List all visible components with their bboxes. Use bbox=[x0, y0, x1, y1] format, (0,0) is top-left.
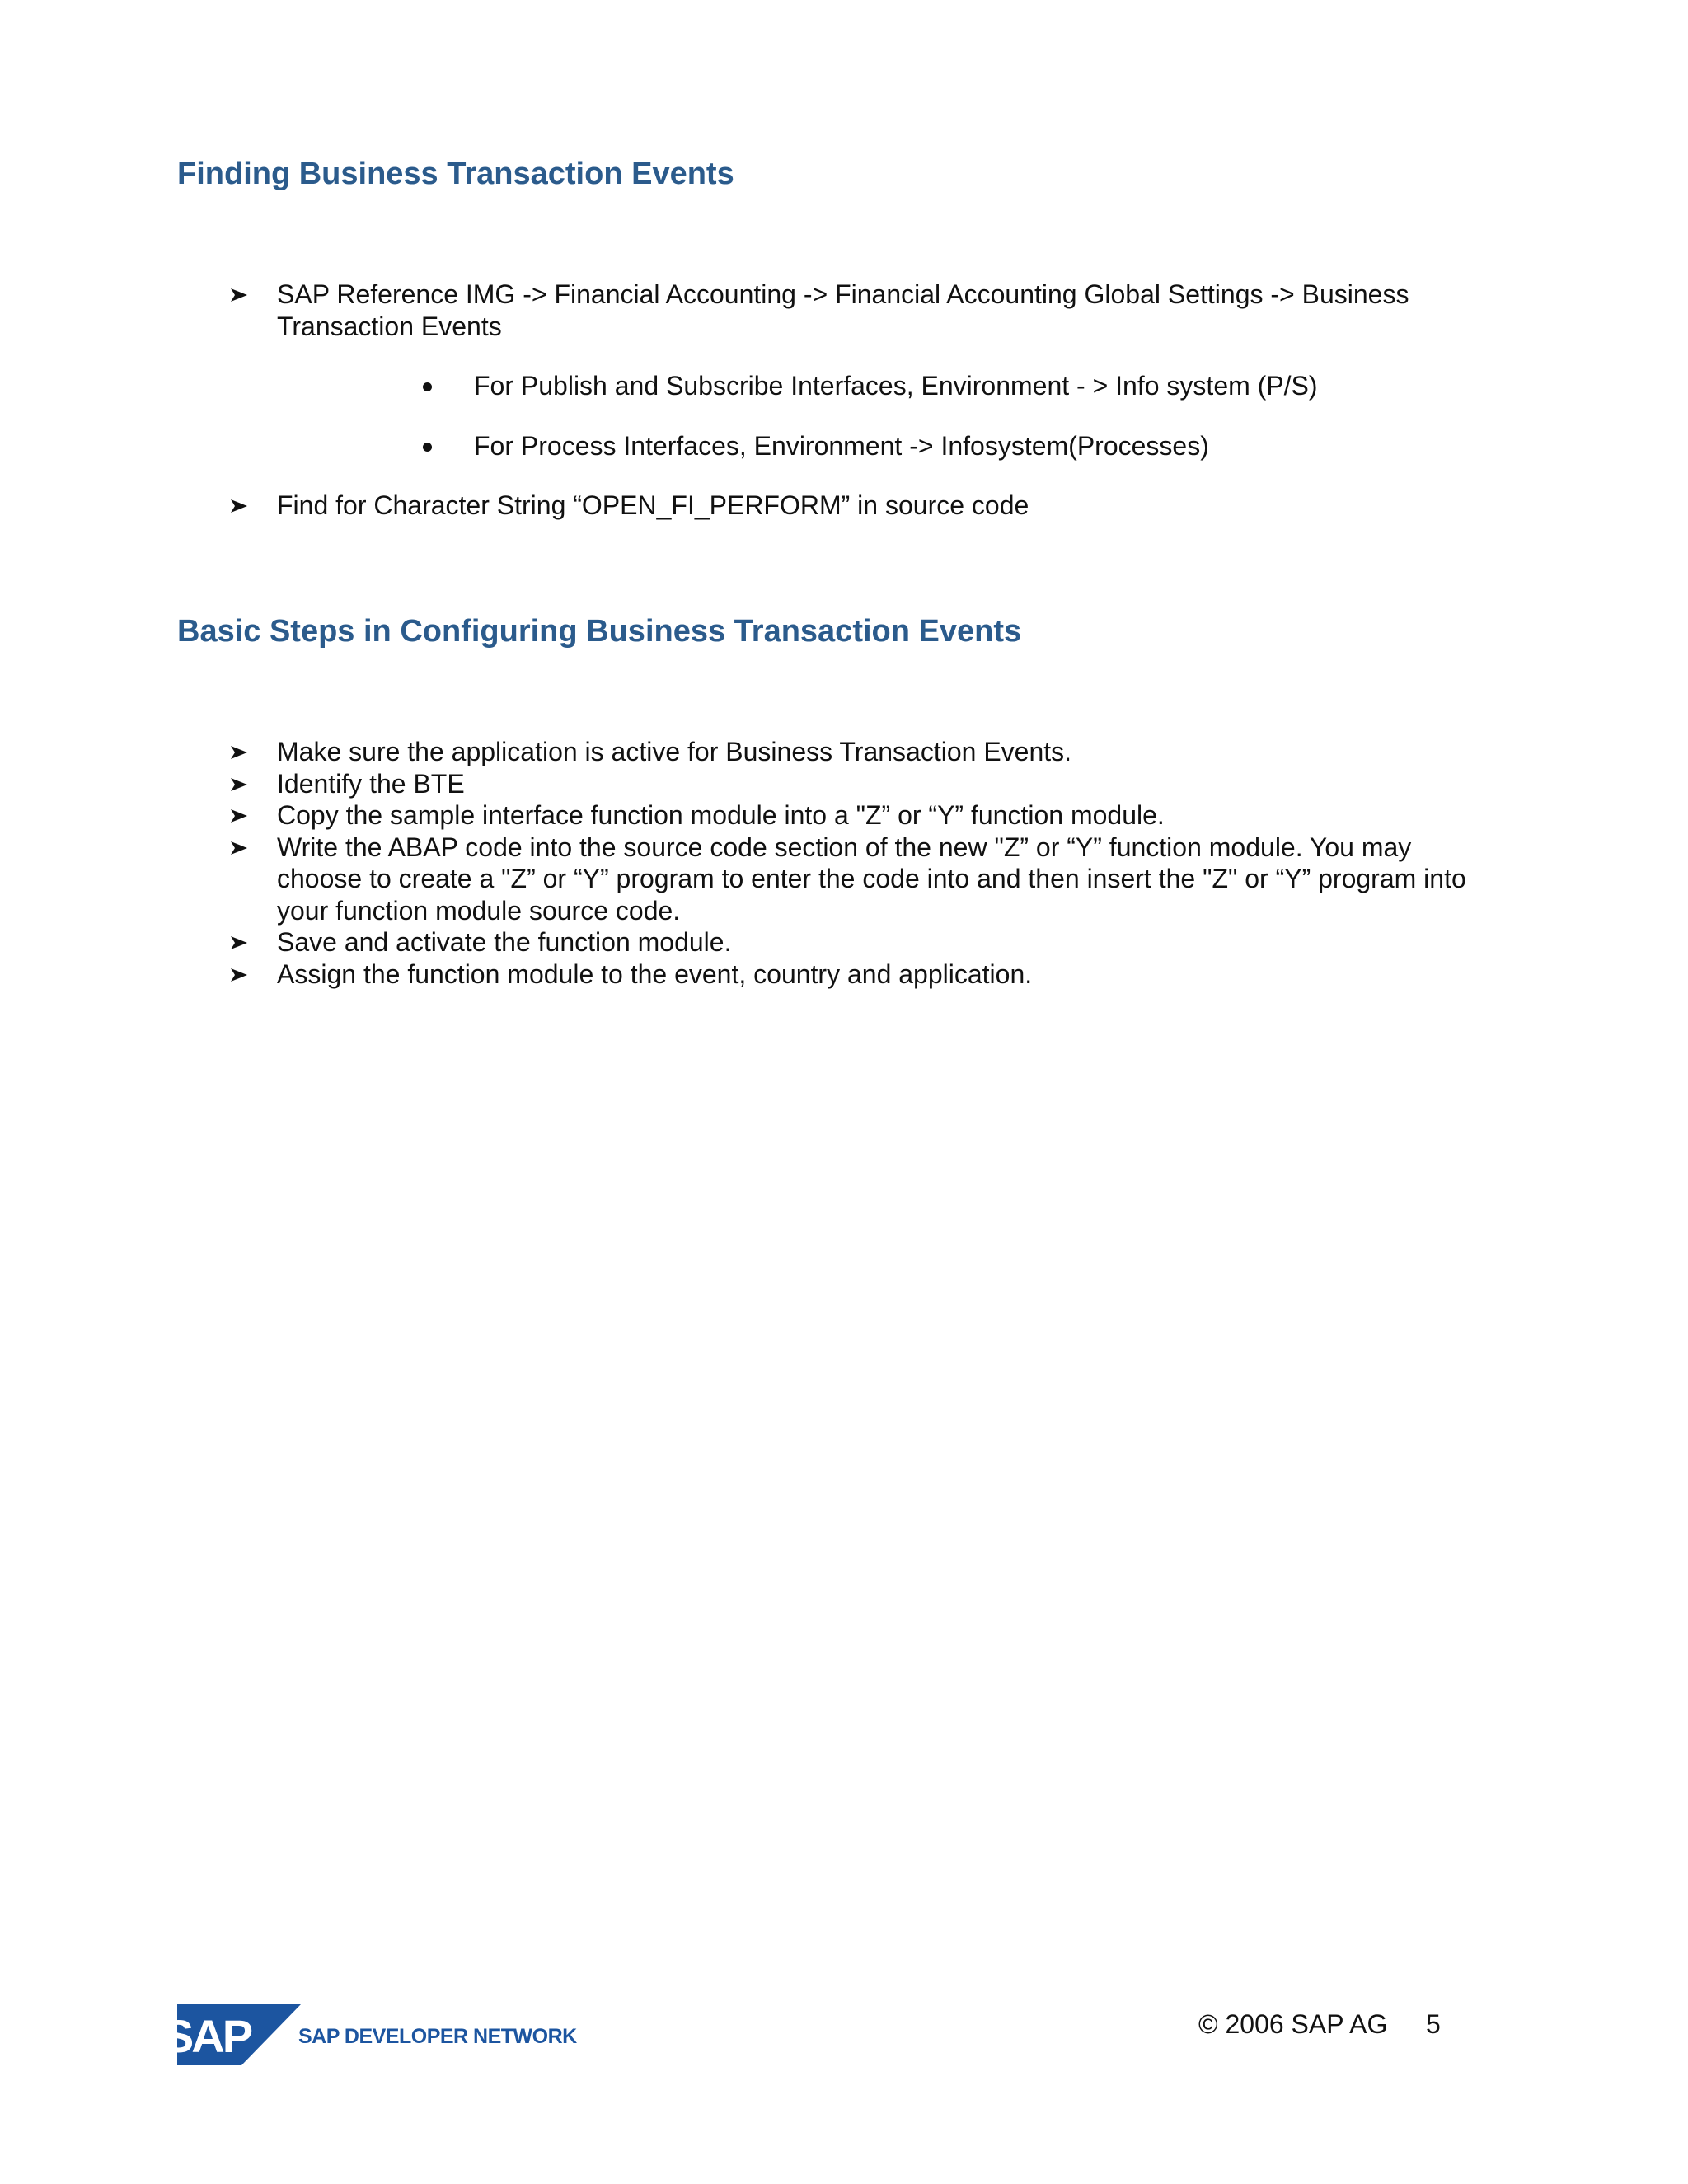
round-bullet-icon bbox=[423, 443, 432, 452]
list-item bbox=[223, 736, 1484, 768]
arrowhead-bullet-icon bbox=[229, 808, 249, 824]
sap-developer-network-text: SAP DEVELOPER NETWORK bbox=[298, 2025, 577, 2048]
sub-list-item-text: For Publish and Subscribe Interfaces, Environment - > Info system (P/S) bbox=[474, 371, 1318, 401]
list-item bbox=[223, 768, 1484, 800]
arrowhead-bullet-icon bbox=[229, 967, 249, 983]
sap-logo-text: SAP bbox=[162, 2010, 251, 2062]
arrowhead-bullet-icon bbox=[229, 287, 249, 303]
section-heading-finding-bte: Finding Business Transaction Events bbox=[177, 157, 734, 191]
sap-logo-icon bbox=[162, 2004, 309, 2069]
list-item bbox=[223, 279, 1484, 342]
list-item bbox=[223, 832, 1484, 927]
list-item-text: Identify the BTE bbox=[277, 768, 465, 799]
list-item-text: Write the ABAP code into the source code section of the new "Z” or “Y” function module. You may choose to create a "Z” or “Y” program to enter the code into and then insert the "Z" or “Y” program into your function module source code. bbox=[277, 832, 1466, 926]
arrowhead-bullet-icon bbox=[229, 498, 249, 514]
round-bullet-icon bbox=[423, 382, 432, 391]
arrowhead-bullet-icon bbox=[229, 776, 249, 793]
page-number: 5 bbox=[1426, 2009, 1441, 2039]
list-item-text: Make sure the application is active for Business Transaction Events. bbox=[277, 737, 1072, 766]
list-item bbox=[223, 490, 1484, 522]
finding-bte-list bbox=[223, 279, 1484, 342]
list-item-text: SAP Reference IMG -> Financial Accounting -> Financial Accounting Global Settings -> Business Transaction Events bbox=[277, 279, 1409, 341]
list-item bbox=[223, 958, 1484, 991]
sub-list-item-text: For Process Interfaces, Environment -> Infosystem(Processes) bbox=[474, 431, 1209, 461]
list-item-text: Save and activate the function module. bbox=[277, 927, 732, 957]
arrowhead-bullet-icon bbox=[229, 744, 249, 761]
basic-steps-list bbox=[223, 736, 1484, 990]
list-item-text: Find for Character String “OPEN_FI_PERFORM” in source code bbox=[277, 490, 1029, 520]
section-heading-basic-steps: Basic Steps in Configuring Business Transaction Events bbox=[177, 614, 1022, 649]
list-item bbox=[223, 799, 1484, 832]
list-item-text: Copy the sample interface function module into a "Z” or “Y” function module. bbox=[277, 800, 1165, 830]
list-item-text: Assign the function module to the event, country and application. bbox=[277, 958, 1033, 989]
copyright-text: © 2006 SAP AG bbox=[1198, 2009, 1388, 2039]
arrowhead-bullet-icon bbox=[229, 840, 249, 856]
list-item bbox=[223, 926, 1484, 958]
finding-bte-list-continued bbox=[223, 490, 1484, 522]
arrowhead-bullet-icon bbox=[229, 935, 249, 951]
